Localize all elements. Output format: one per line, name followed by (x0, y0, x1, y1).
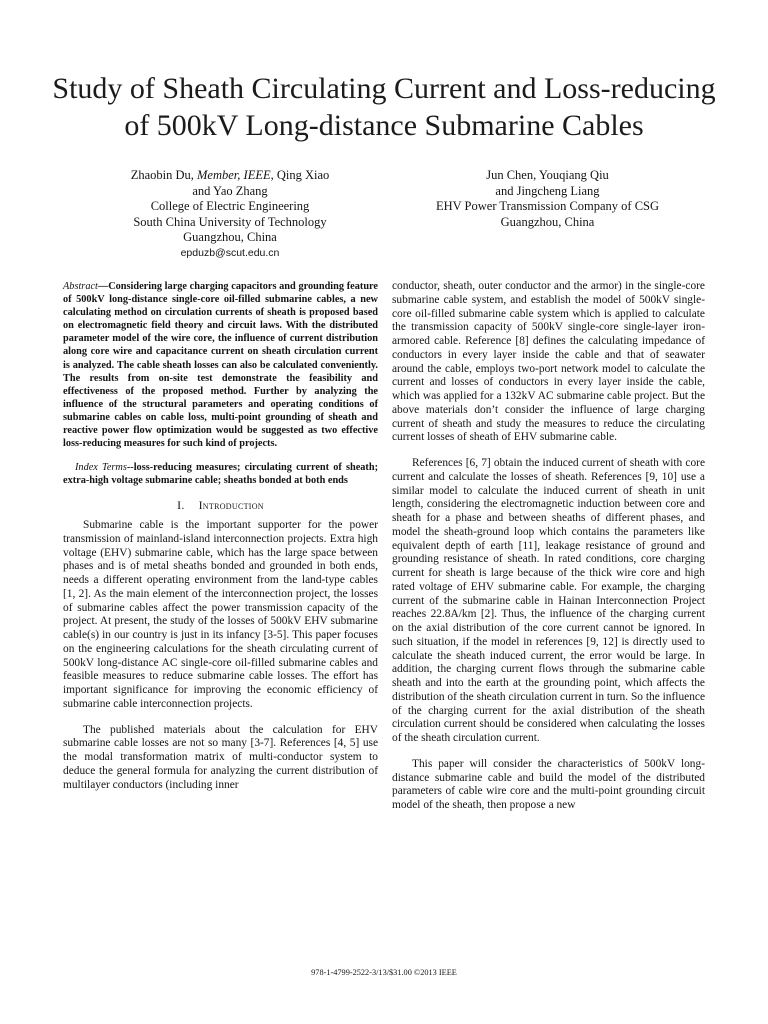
right-column (392, 280, 705, 813)
copyright-footer: 978-1-4799-2522-3/13/$31.00 ©2013 IEEE (311, 968, 457, 977)
paragraph: conductor, sheath, outer conductor and the armor) in the single-core submarine cable system, and establish the model of 500kV single-core oil-filled submarine cable system which is applied to calculate the transmission capacity of 500kV single-core single-layer iron-armored cable. Reference [8] defines the calculating impedance of conductors in every layer inside the cable and that of seawater around the cable, employs two-port network model to calculate the current and losses of conductors in every layer inside the cable, which was applied for a 132kV AC submarine cable project. But the above materials don’t consider the influence of large charging current of sheath and study the measures to reduce the circulating current losses of sheath of EHV submarine cable. (392, 280, 705, 444)
section-heading (63, 499, 378, 513)
affiliation-city: Guangzhou, China (183, 230, 277, 244)
index-terms-text: --loss-reducing measures; circulating current of sheath; extra-high voltage submarine cable; sheaths bonded at both ends (63, 462, 378, 487)
section-title: Introduction (198, 498, 264, 513)
abstract (63, 280, 378, 450)
paragraph: The published materials about the calculation for EHV submarine cable losses are not so many [3-7]. References [4, 5] use the modal transformation matrix of multi-conductor system to deduce the general formula for analyzing the current distribution of multilayer conductors (including inner (63, 723, 378, 791)
paragraph: References [6, 7] obtain the induced current of sheath with core current and calculate the losses of sheath. References [9, 10] use a similar model to calculate the induced current of sheath in unit length, considering the electromagnetic induction between core and sheath for a phase and between sheaths of different phases, and model the sheath-ground loop which contains the parameters like equivalent depth of earth [11], leakage resistance of ground and grounding resistance of sheath. In rated conditions, core charging current for sheath is large because of the thick wire core and high rated voltage of EHV submarine cable. For example, the charging current of the submarine cable in Hainan Interconnection Project reaches 22.8A/km [2]. Thus, the influence of the charging current on the axial distribution of the core current cannot be ignored. In such situation, if the model in references [9, 12] is directly used to calculate the sheath induced current, the error would be large. In addition, the charging current flows through the submarine cable sheath and into the earth at the grounding point, which affects the distribution of the sheath circulation current in turn. So the influence of the charging current for the axial distribution of the sheath circulation current should be considered when calculating the losses of the sheath circulation current. (392, 457, 705, 744)
index-terms (63, 461, 378, 487)
abstract-label: Abstract (63, 281, 98, 292)
author-names-line-2: and Yao Zhang (192, 183, 268, 198)
affiliation-line-1: EHV Power Transmission Company of CSG (435, 199, 660, 213)
title-line-2: of 500kV Long-distance Submarine Cables (124, 109, 644, 142)
affiliation-city: Guangzhou, China (500, 214, 595, 229)
paragraph: This paper will consider the characteristics of 500kV long-distance submarine cable and build the model of the distributed parameters of cable wire core and the multi-point grounding circuit model of the sheath, then propose a new (392, 757, 705, 811)
left-column (63, 280, 378, 792)
author-block-left (80, 168, 380, 261)
author-names-line-1: Jun Chen, Youqiang Qiu (486, 168, 609, 182)
author-block-right (405, 168, 690, 230)
title-line-1: Study of Sheath Circulating Current and Loss-reducing (52, 72, 716, 105)
section-number: I. (177, 498, 185, 513)
affiliation-line-1: College of Electric Engineering (150, 199, 310, 213)
member-ieee: Member, IEEE (197, 168, 271, 182)
index-terms-label: Index Terms (75, 462, 127, 474)
author-email[interactable]: epduzb@scut.edu.cn (180, 246, 280, 259)
author-names-line-1: Zhaobin Du, Member, IEEE, Qing Xiao (130, 168, 330, 182)
paragraph: Submarine cable is the important supporter for the power transmission of mainland-island interconnection projects. Extra high voltage (EHV) submarine cable, which has the large space between phases and is of metal sheaths bonded and grounded in both ends, needs a different operating environment from the land-type cables [1, 2]. As the main element of the interconnection project, the losses of submarine cables affect the power transmission capacity of the project. At present, the study of the losses of 500kV EHV submarine cable(s) in our country is just in its infancy [3-5]. This paper focuses on the engineering calculations for the sheath circulating current of 500kV long-distance AC single-core oil-filled submarine cables and feasible measures to reduce submarine cable losses. The effort has important significance for improving the economic efficiency of submarine cable interconnection projects. (63, 519, 378, 710)
author-names-line-2: and Jingcheng Liang (495, 183, 600, 198)
affiliation-line-2: South China University of Technology (133, 214, 327, 229)
paper-title (30, 70, 738, 144)
abstract-text: —Considering large charging capacitors and grounding feature of 500kV long-distance single-core oil-filled submarine cables, a new calculating method on circulation currents of sheath is proposed based on electromagnetic field theory and circuit laws. With the distributed parameter model of the wire core, the influence of current distribution along core wire and capacitance current on sheath circulation current is analyzed. The cable sheath losses can also be calculated conveniently. The results from on-site test demonstrate the feasibility and effectiveness of the proposed method. Further by analyzing the influence of the structural parameters and operating conditions of submarine cables on cable loss, multi-point grounding of sheath and reactive power flow optimization would be suggested as two effective loss-reducing measures for such kind of projects. (63, 281, 378, 450)
